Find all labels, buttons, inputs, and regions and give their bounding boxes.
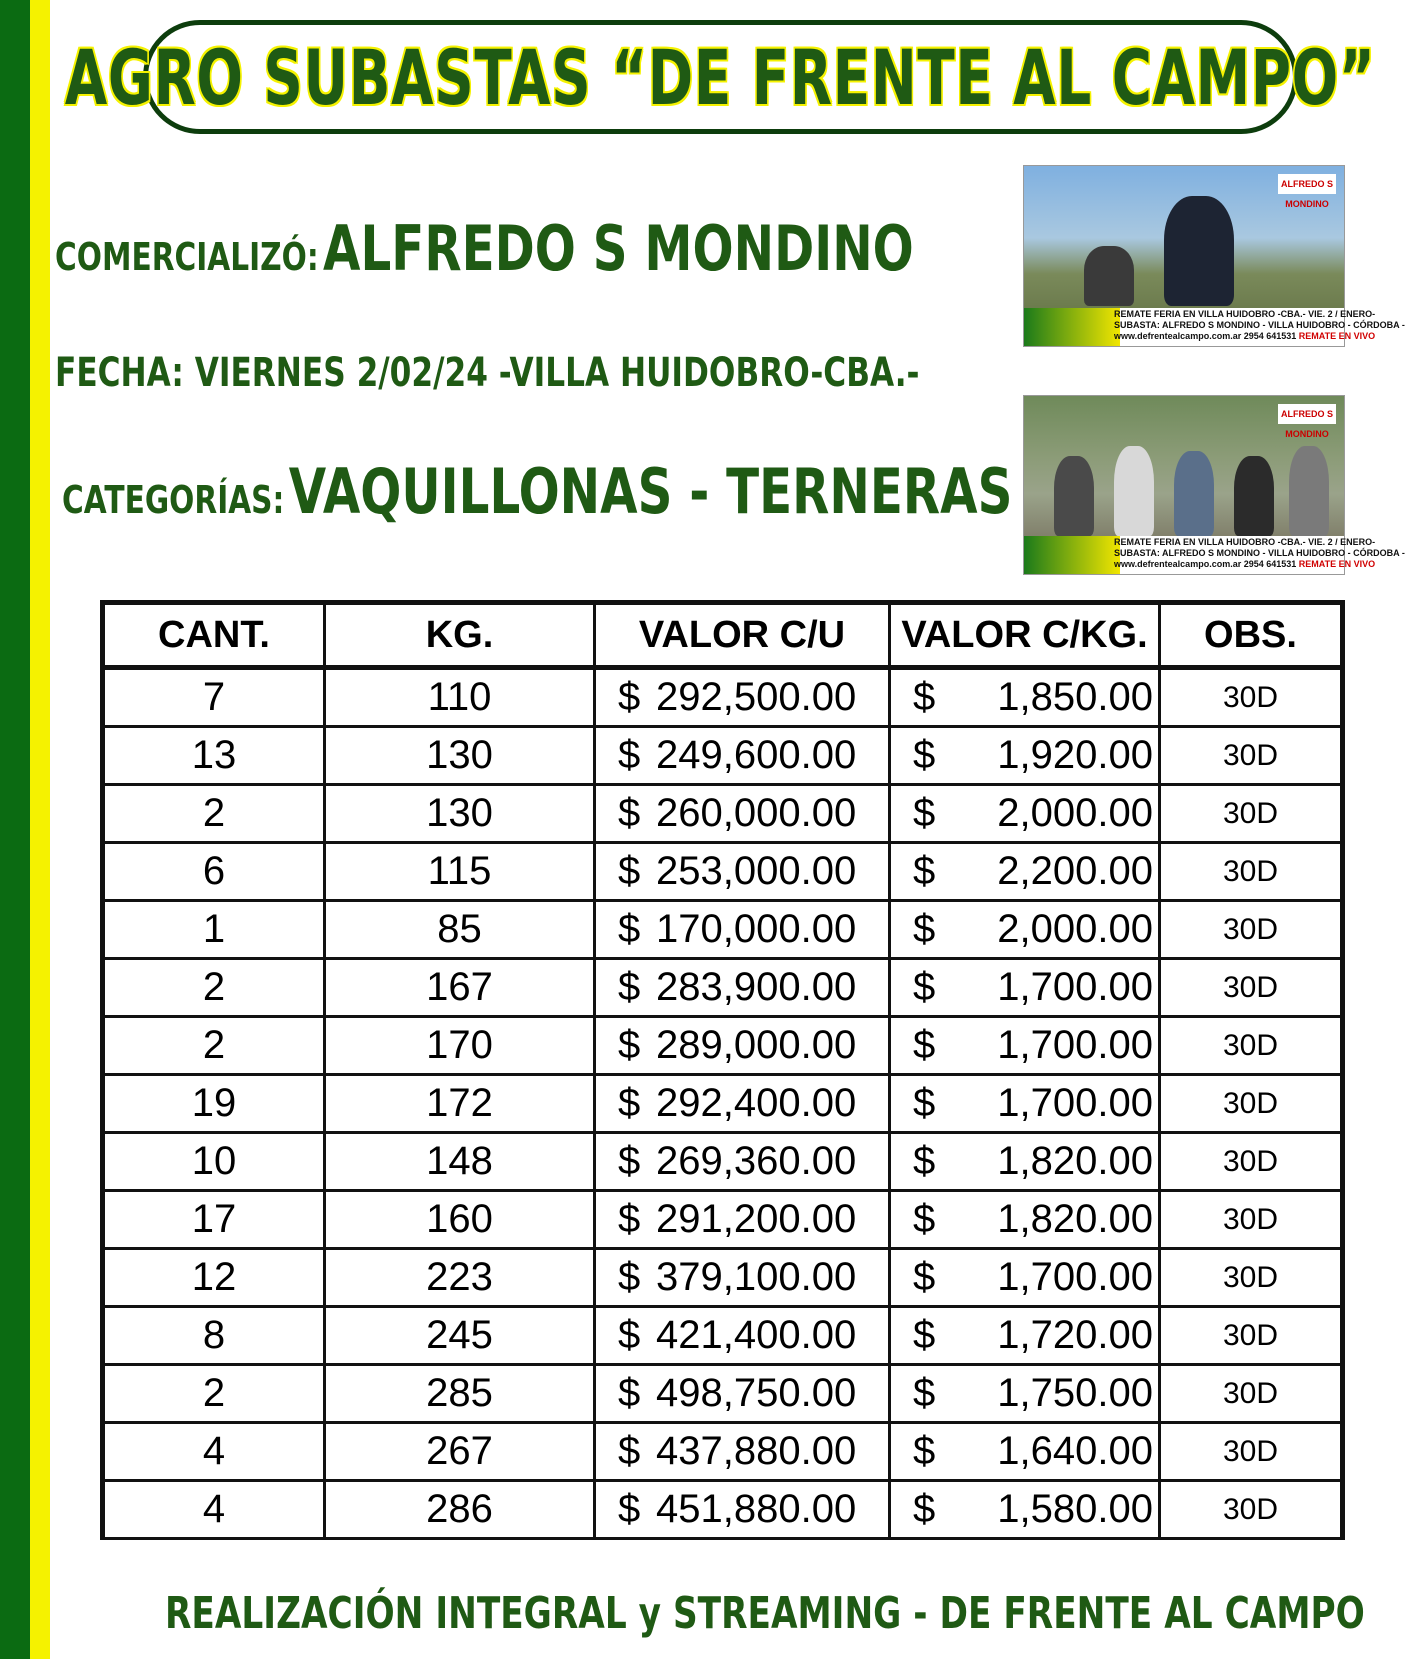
cell-valor-ckg [890,901,1160,959]
currency-symbol: $ [618,1371,641,1415]
cell-obs: 30D [1160,668,1343,727]
cell-valor-cu [595,1249,890,1307]
valor-cu-amount: 269,360.00 [656,1139,857,1183]
comercializo-value: ALFREDO S MONDINO [323,212,914,285]
table-row [103,1423,1343,1481]
currency-symbol: $ [913,1197,936,1241]
valor-ckg-amount: 2,000.00 [997,907,1153,951]
header-obs: OBS. [1160,603,1343,668]
cell-cant: 12 [103,1249,325,1307]
currency-symbol: $ [618,1313,641,1357]
cell-obs: 30D [1160,1133,1343,1191]
header-cant: CANT. [103,603,325,668]
cell-valor-ckg [890,1481,1160,1539]
currency-symbol: $ [913,791,936,835]
currency-symbol: $ [913,1313,936,1357]
cell-obs: 30D [1160,1423,1343,1481]
cell-valor-ckg [890,959,1160,1017]
table-row [103,727,1343,785]
cell-kg: 167 [325,959,595,1017]
cell-valor-cu [595,901,890,959]
valor-ckg-amount: 1,700.00 [997,1023,1153,1067]
cell-valor-cu [595,1423,890,1481]
cell-kg: 267 [325,1423,595,1481]
cell-cant: 8 [103,1307,325,1365]
auction-photo-crowd [1023,395,1405,575]
currency-symbol: $ [913,675,936,719]
page-title: AGRO SUBASTAS “DE FRENTE AL CAMPO” [65,32,1376,122]
cell-kg: 245 [325,1307,595,1365]
table-row [103,1249,1343,1307]
cell-obs: 30D [1160,1249,1343,1307]
cell-valor-cu [595,727,890,785]
table-row [103,843,1343,901]
auctioneer-figure [1164,196,1234,306]
valor-ckg-amount: 1,750.00 [997,1371,1153,1415]
valor-ckg-amount: 1,920.00 [997,733,1153,777]
table-row [103,959,1343,1017]
cell-valor-cu [595,1133,890,1191]
cell-valor-cu [595,668,890,727]
cell-kg: 160 [325,1191,595,1249]
currency-symbol: $ [618,849,641,893]
cell-kg: 110 [325,668,595,727]
currency-symbol: $ [618,733,641,777]
valor-cu-amount: 292,400.00 [656,1081,857,1125]
currency-symbol: $ [913,1023,936,1067]
cell-valor-ckg [890,1249,1160,1307]
crowd-figure [1054,456,1094,536]
attendee-figure [1084,246,1134,306]
comercializo-line [55,212,914,285]
cell-valor-ckg [890,843,1160,901]
table-row [103,785,1343,843]
valor-cu-amount: 253,000.00 [656,849,857,893]
currency-symbol: $ [618,1081,641,1125]
categorias-label: CATEGORÍAS: [62,478,285,522]
header-valor-ckg: VALOR C/KG. [890,603,1160,668]
currency-symbol: $ [913,1487,936,1531]
valor-cu-amount: 260,000.00 [656,791,857,835]
footer-credit: REALIZACIÓN INTEGRAL y STREAMING - DE FRENTE AL CAMPO [165,1588,1365,1639]
results-table [100,600,1345,1540]
table-row [103,1133,1343,1191]
valor-ckg-amount: 1,850.00 [997,675,1153,719]
cell-kg: 148 [325,1133,595,1191]
mondino-logo: ALFREDO S MONDINO [1278,174,1336,194]
fecha-line [55,350,920,396]
cell-kg: 172 [325,1075,595,1133]
cell-valor-cu [595,1481,890,1539]
valor-ckg-amount: 1,820.00 [997,1139,1153,1183]
cell-cant: 2 [103,959,325,1017]
valor-cu-amount: 379,100.00 [656,1255,857,1299]
photo-banner [1024,308,1405,346]
valor-ckg-amount: 1,820.00 [997,1197,1153,1241]
cell-obs: 30D [1160,1191,1343,1249]
cell-valor-ckg [890,668,1160,727]
cell-valor-cu [595,1075,890,1133]
currency-symbol: $ [913,965,936,1009]
photo-banner-text: REMATE FERIA EN VILLA HUIDOBRO -CBA.- VIE. 2 / ENERO- SUBASTA: ALFREDO S MONDINO - VILLA HUIDOBRO - CÓRDOBA - www.defrentealcampo.com.ar 2954 641531 REMATE EN VIVO [1114,537,1405,569]
cell-valor-ckg [890,1191,1160,1249]
cell-cant: 2 [103,1365,325,1423]
header-kg: KG. [325,603,595,668]
cell-valor-cu [595,1191,890,1249]
valor-cu-amount: 437,880.00 [656,1429,857,1473]
cell-obs: 30D [1160,843,1343,901]
table-row [103,1365,1343,1423]
cell-cant: 4 [103,1481,325,1539]
currency-symbol: $ [913,1139,936,1183]
photo-banner-text: REMATE FERIA EN VILLA HUIDOBRO -CBA.- VIE. 2 / ENERO- SUBASTA: ALFREDO S MONDINO - VILLA HUIDOBRO - CÓRDOBA - www.defrentealcampo.com.ar 2954 641531 REMATE EN VIVO [1114,309,1405,341]
valor-ckg-amount: 2,200.00 [997,849,1153,893]
cell-valor-ckg [890,1365,1160,1423]
crowd-figure [1289,446,1329,536]
cell-cant: 2 [103,1017,325,1075]
cell-obs: 30D [1160,1365,1343,1423]
table-row [103,1017,1343,1075]
currency-symbol: $ [618,1429,641,1473]
currency-symbol: $ [618,1255,641,1299]
cell-cant: 13 [103,727,325,785]
currency-symbol: $ [618,1139,641,1183]
cell-cant: 7 [103,668,325,727]
cell-kg: 286 [325,1481,595,1539]
valor-ckg-amount: 1,720.00 [997,1313,1153,1357]
valor-cu-amount: 421,400.00 [656,1313,857,1357]
currency-symbol: $ [913,1255,936,1299]
currency-symbol: $ [913,1081,936,1125]
valor-ckg-amount: 1,700.00 [997,965,1153,1009]
title-banner [65,20,1376,134]
cell-cant: 1 [103,901,325,959]
photo-banner [1024,536,1405,574]
cell-obs: 30D [1160,1481,1343,1539]
currency-symbol: $ [913,1429,936,1473]
cell-valor-ckg [890,1017,1160,1075]
mondino-logo: ALFREDO S MONDINO [1278,404,1336,424]
cell-obs: 30D [1160,1307,1343,1365]
table-row [103,1481,1343,1539]
cell-obs: 30D [1160,901,1343,959]
currency-symbol: $ [618,791,641,835]
cell-cant: 17 [103,1191,325,1249]
cell-valor-cu [595,1307,890,1365]
valor-ckg-amount: 1,700.00 [997,1255,1153,1299]
cell-obs: 30D [1160,1017,1343,1075]
cell-cant: 6 [103,843,325,901]
cell-cant: 19 [103,1075,325,1133]
cell-kg: 130 [325,727,595,785]
cell-valor-ckg [890,1075,1160,1133]
valor-cu-amount: 498,750.00 [656,1371,857,1415]
cell-kg: 115 [325,843,595,901]
valor-cu-amount: 289,000.00 [656,1023,857,1067]
valor-ckg-amount: 1,640.00 [997,1429,1153,1473]
valor-ckg-amount: 2,000.00 [997,791,1153,835]
cell-valor-cu [595,785,890,843]
currency-symbol: $ [618,1197,641,1241]
cell-obs: 30D [1160,1075,1343,1133]
valor-ckg-amount: 1,700.00 [997,1081,1153,1125]
side-stripe-green [0,0,30,1659]
comercializo-label: COMERCIALIZÓ: [55,235,319,279]
cell-obs: 30D [1160,727,1343,785]
cell-valor-cu [595,1017,890,1075]
currency-symbol: $ [618,1487,641,1531]
cell-kg: 223 [325,1249,595,1307]
currency-symbol: $ [913,1371,936,1415]
cell-kg: 85 [325,901,595,959]
valor-cu-amount: 283,900.00 [656,965,857,1009]
table-header-row [103,603,1343,668]
categorias-value: VAQUILLONAS - TERNERAS [288,455,1013,528]
cell-valor-cu [595,1365,890,1423]
valor-cu-amount: 249,600.00 [656,733,857,777]
fecha-value: VIERNES 2/02/24 -VILLA HUIDOBRO-CBA.- [194,350,920,396]
currency-symbol: $ [618,675,641,719]
valor-cu-amount: 291,200.00 [656,1197,857,1241]
currency-symbol: $ [913,907,936,951]
cell-kg: 285 [325,1365,595,1423]
cell-kg: 170 [325,1017,595,1075]
crowd-figure [1114,446,1154,536]
currency-symbol: $ [618,965,641,1009]
cell-valor-ckg [890,1133,1160,1191]
valor-cu-amount: 292,500.00 [656,675,857,719]
currency-symbol: $ [913,733,936,777]
header-valor-cu: VALOR C/U [595,603,890,668]
cell-obs: 30D [1160,785,1343,843]
auction-photo-auctioneer [1023,165,1405,347]
currency-symbol: $ [913,849,936,893]
crowd-figure [1234,456,1274,536]
currency-symbol: $ [618,907,641,951]
cell-valor-ckg [890,727,1160,785]
table-row [103,1191,1343,1249]
table-row [103,668,1343,727]
cell-valor-ckg [890,1423,1160,1481]
table-row [103,901,1343,959]
side-stripe-yellow [30,0,50,1659]
cell-valor-ckg [890,1307,1160,1365]
cell-kg: 130 [325,785,595,843]
table-row [103,1307,1343,1365]
cell-cant: 10 [103,1133,325,1191]
currency-symbol: $ [618,1023,641,1067]
cell-obs: 30D [1160,959,1343,1017]
crowd-figure [1174,451,1214,536]
fecha-label: FECHA: [55,350,184,396]
categorias-line [62,455,1012,528]
cell-valor-cu [595,843,890,901]
cell-cant: 2 [103,785,325,843]
valor-ckg-amount: 1,580.00 [997,1487,1153,1531]
valor-cu-amount: 170,000.00 [656,907,857,951]
table-row [103,1075,1343,1133]
valor-cu-amount: 451,880.00 [656,1487,857,1531]
cell-valor-cu [595,959,890,1017]
cell-valor-ckg [890,785,1160,843]
cell-cant: 4 [103,1423,325,1481]
